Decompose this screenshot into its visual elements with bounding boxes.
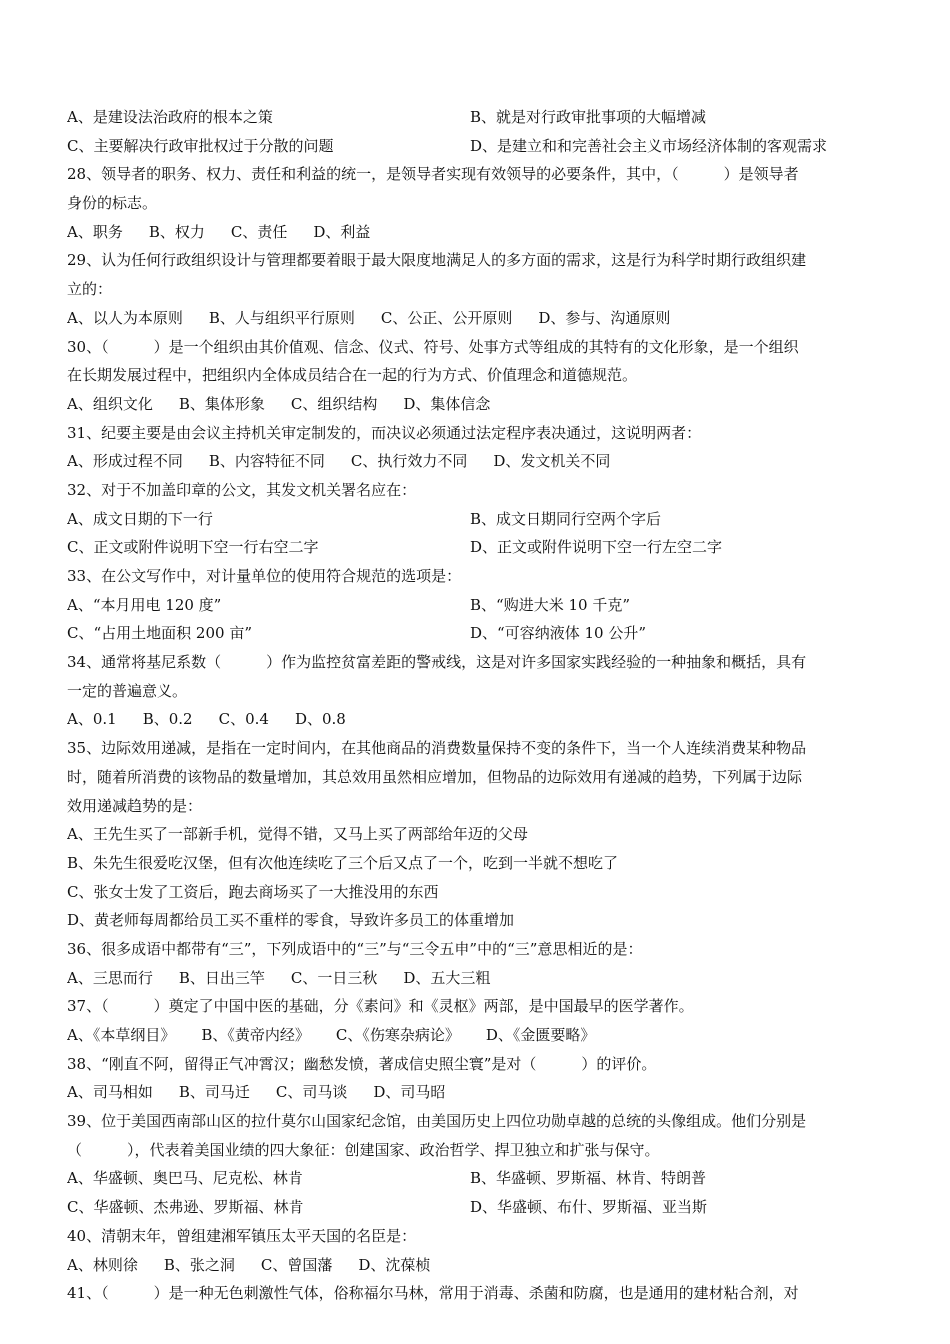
option-choice: A、《本草纲目》 [67, 1026, 176, 1044]
option-choice: B、日出三竿 [178, 968, 265, 987]
option-choice: D、集体信念 [403, 394, 491, 413]
option-choice: B、0.2 [142, 710, 193, 729]
question-text-line: 30、（ ）是一个组织由其价值观、信念、仪式、符号、处事方式等组成的其特有的文化形象，是一个组织 [67, 337, 799, 356]
option-choice: A、职务 [67, 222, 123, 241]
option-choice: D、五大三粗 [403, 968, 491, 987]
option-choice: A、以人为本原则 [67, 308, 183, 327]
option-right: D、华盛顿、布什、罗斯福、亚当斯 [470, 1198, 708, 1217]
question-text-line: 38、“刚直不阿，留得正气冲霄汉；幽愁发愤，著成信史照尘寰”是对（ ）的评价。 [67, 1054, 657, 1073]
option-row [67, 705, 885, 734]
option-left: C、正文或附件说明下空一行右空二字 [67, 538, 319, 557]
option-left: A、“本月用电 120 度” [67, 595, 222, 614]
option-choice: D、《金匮要略》 [485, 1026, 596, 1044]
question-text-line: D、黄老师每周都给员工买不重样的零食，导致许多员工的体重增加 [67, 911, 515, 930]
option-row [67, 964, 885, 993]
question-text-line: 34、通常将基尼系数（ ）作为监控贫富差距的警戒线，这是对许多国家实践经验的一种抽象和概括，具有 [67, 653, 807, 672]
option-row [67, 591, 885, 620]
option-row [67, 1193, 885, 1222]
option-right: B、“购进大米 10 千克” [470, 595, 630, 614]
option-choice: D、利益 [313, 222, 371, 241]
option-choice: D、0.8 [294, 710, 346, 729]
option-choice: C、责任 [230, 222, 288, 241]
option-choice: C、0.4 [218, 710, 269, 729]
option-choice: C、曾国藩 [260, 1255, 333, 1274]
option-row [67, 304, 885, 333]
question-text-line: 40、清朝末年，曾组建湘军镇压太平天国的名臣是： [67, 1226, 417, 1245]
option-row [67, 103, 885, 132]
question-text-line: 37、（ ）奠定了中国中医的基础，分《素问》和《灵枢》两部，是中国最早的医学著作。 [67, 997, 694, 1016]
option-row [67, 533, 885, 562]
question-text-line: 33、在公文写作中，对计量单位的使用符合规范的选项是： [67, 567, 462, 585]
option-choice: C、执行效力不同 [350, 452, 468, 471]
option-choice: B、司马迁 [178, 1083, 250, 1102]
option-row [67, 619, 885, 648]
option-left: C、主要解决行政审批权过于分散的问题 [67, 136, 334, 155]
option-choice: A、形成过程不同 [67, 452, 183, 471]
option-choice: A、0.1 [67, 710, 117, 729]
option-choice: C、《伤寒杂病论》 [335, 1026, 460, 1044]
question-text-line: C、张女士发了工资后，跑去商场买了一大推没用的东西 [67, 882, 439, 901]
exam-page [67, 103, 885, 1308]
option-left: A、华盛顿、奥巴马、尼克松、林肯 [67, 1169, 303, 1188]
option-choice: B、集体形象 [178, 394, 265, 413]
option-row [67, 132, 885, 161]
option-choice: D、发文机关不同 [493, 452, 611, 471]
option-choice: C、公正、公开原则 [380, 308, 513, 327]
option-right: D、“可容纳液体 10 公升” [470, 624, 646, 643]
option-right: B、就是对行政审批事项的大幅增减 [470, 108, 707, 126]
option-choice: D、司马昭 [373, 1083, 446, 1102]
option-left: C、华盛顿、杰弗逊、罗斯福、林肯 [67, 1198, 304, 1217]
question-text-line: 41、（ ）是一种无色刺激性气体，俗称福尔马林，常用于消毒、杀菌和防腐，也是通用的建材粘合剂，对 [67, 1284, 799, 1303]
question-text-line: 在长期发展过程中，把组织内全体成员结合在一起的行为方式、价值理念和道德规范。 [67, 366, 638, 385]
question-text-line: （ ），代表着美国业绩的四大象征：创建国家、政治哲学、捍卫独立和扩张与保守。 [67, 1140, 660, 1159]
question-text-line: 效用递减趋势的是： [67, 796, 203, 815]
option-choice: D、参与、沟通原则 [538, 308, 671, 327]
option-left: A、成文日期的下一行 [67, 509, 213, 528]
option-row [67, 1164, 885, 1193]
option-left: C、“占用土地面积 200 亩” [67, 624, 252, 643]
option-row [67, 218, 885, 247]
option-choice: B、权力 [148, 222, 205, 241]
option-row [67, 1078, 885, 1107]
option-choice: D、沈葆桢 [358, 1255, 431, 1274]
option-choice: B、人与组织平行原则 [208, 308, 355, 327]
option-choice: A、三思而行 [67, 968, 153, 987]
option-choice: A、组织文化 [67, 394, 153, 413]
question-text-line: 39、位于美国西南部山区的拉什莫尔山国家纪念馆，由美国历史上四位功勋卓越的总统的头像组成。他们分别是 [67, 1112, 807, 1131]
option-choice: B、内容特征不同 [208, 452, 325, 471]
option-right: B、华盛顿、罗斯福、林肯、特朗普 [470, 1169, 707, 1188]
option-choice: C、一日三秋 [290, 968, 378, 987]
option-right: D、是建立和和完善社会主义市场经济体制的客观需求 [470, 136, 828, 155]
question-text-line: 立的： [67, 280, 113, 299]
option-row [67, 390, 885, 419]
question-text-line: 29、认为任何行政组织设计与管理都要着眼于最大限度地满足人的多方面的需求，这是行为科学时期行政组织建 [67, 251, 807, 270]
option-choice: A、林则徐 [67, 1255, 138, 1274]
option-right: D、正文或附件说明下空一行左空二字 [470, 538, 723, 557]
option-choice: B、张之洞 [163, 1255, 235, 1274]
question-text-line: 身份的标志。 [67, 194, 158, 213]
option-row [67, 1021, 885, 1050]
option-left: A、是建设法治政府的根本之策 [67, 108, 273, 126]
option-choice: C、司马谈 [275, 1083, 348, 1102]
question-text-line: B、朱先生很爱吃汉堡，但有次他连续吃了三个后又点了一个，吃到一半就不想吃了 [67, 853, 619, 872]
question-text-line: 36、很多成语中都带有“三”，下列成语中的“三”与“三令五申”中的“三”意思相近的是： [67, 939, 643, 958]
option-choice: C、组织结构 [290, 394, 378, 413]
question-text-line: 32、对于不加盖印章的公文，其发文机关署名应在： [67, 480, 417, 499]
question-text-line: 28、领导者的职务、权力、责任和利益的统一，是领导者实现有效领导的必要条件，其中，（ ）是领导者 [67, 165, 799, 184]
question-text-line: A、王先生买了一部新手机，觉得不错，又马上买了两部给年迈的父母 [67, 825, 528, 844]
question-text-line: 时，随着所消费的该物品的数量增加，其总效用虽然相应增加，但物品的边际效用有递减的趋势，下列属于边际 [67, 767, 803, 786]
question-text-line: 35、边际效用递减，是指在一定时间内，在其他商品的消费数量保持不变的条件下，当一个人连续消费某种物品 [67, 739, 807, 758]
option-choice: A、司马相如 [67, 1083, 153, 1102]
question-text-line: 一定的普遍意义。 [67, 681, 188, 700]
option-row [67, 505, 885, 534]
option-row [67, 447, 885, 476]
option-right: B、成文日期同行空两个字后 [470, 509, 662, 528]
option-row [67, 1251, 885, 1280]
option-choice: B、《黄帝内经》 [201, 1026, 310, 1044]
question-text-line: 31、纪要主要是由会议主持机关审定制发的，而决议必须通过法定程序表决通过，这说明两者： [67, 423, 702, 442]
